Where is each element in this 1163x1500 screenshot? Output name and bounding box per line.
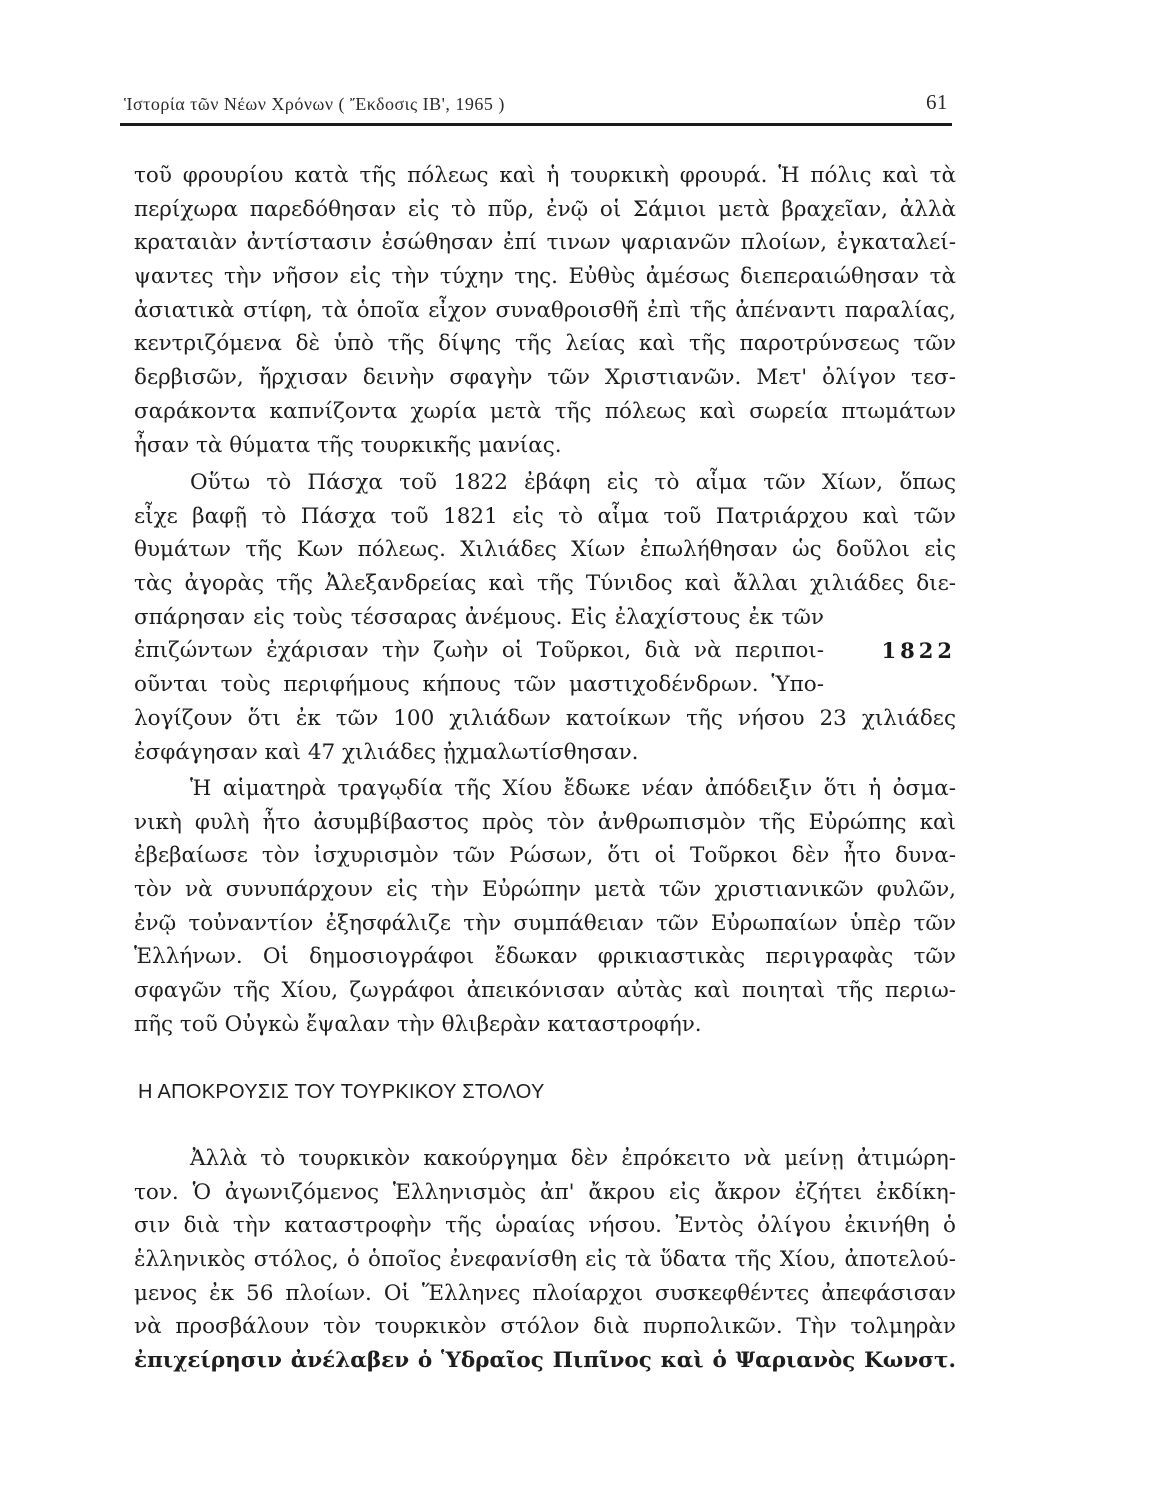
text-line: κραταιὰν ἀντίστασιν ἐσώθησαν ἐπί τινων ψαριανῶν πλοίων, ἐγκαταλεί-: [134, 230, 956, 256]
text-line: λογίζουν ὅτι ἐκ τῶν 100 χιλιάδων κατοίκων τῆς νήσου 23 χιλιάδες: [134, 705, 956, 731]
text-line: ἐνῷ τοὐναντίον ἐξησφάλιζε τὴν συμπάθειαν τῶν Εὐρωπαίων ὑπὲρ τῶν: [134, 910, 956, 936]
text-line-final: [134, 1344, 956, 1378]
text-line: νικὴ φυλὴ ἦτο ἀσυμβίβαστος πρὸς τὸν ἀνθρωπισμὸν τῆς Εὐρώπης καὶ: [134, 809, 956, 835]
text-line: εἶχε βαφῇ τὸ Πάσχα τοῦ 1821 εἰς τὸ αἷμα τοῦ Πατριάρχου καὶ τῶν: [134, 503, 956, 529]
text-line: ἑλληνικὸς στόλος, ὁ ὁποῖος ἐνεφανίσθη εἰς τὰ ὕδατα τῆς Χίου, ἀποτελού-: [134, 1247, 956, 1273]
text-line: μενος ἐκ 56 πλοίων. Οἱ Ἕλληνες πλοίαρχοι συσκεφθέντες ἀπεφάσισαν: [134, 1280, 956, 1306]
text-line: τον. Ὁ ἀγωνιζόμενος Ἑλληνισμὸς ἀπ' ἄκρου εἰς ἄκρον ἐζήτει ἐκδίκη-: [134, 1179, 956, 1205]
running-title: Ἱστορία τῶν Νέων Χρόνων ( Ἔκδοσις ΙΒ', 1965 ): [124, 94, 505, 114]
text-line: τὰς ἀγορὰς τῆς Ἀλεξανδρείας καὶ τῆς Τύνιδος καὶ ἄλλαι χιλιάδες διε-: [134, 571, 956, 597]
text-line: ἐβεβαίωσε τὸν ἰσχυρισμὸν τῶν Ρώσων, ὅτι οἱ Τοῦρκοι δὲν ἦτο δυνα-: [134, 843, 956, 869]
section-heading: Η ΑΠΟΚΡΟΥΣΙΣ ΤΟΥ ΤΟΥΡΚΙΚΟΥ ΣΤΟΛΟΥ: [138, 1081, 545, 1103]
text-line: τὸν νὰ συνυπάρχουν εἰς τὴν Εὐρώπην μετὰ τῶν χριστιανικῶν φυλῶν,: [134, 877, 956, 903]
text-line: σπάρησαν εἰς τοὺς τέσσαρας ἀνέμους. Εἰς ἐλαχίστους ἐκ τῶν: [134, 604, 824, 630]
person-name-konst: Κωνστ.: [864, 1348, 956, 1374]
text-line: Οὕτω τὸ Πάσχα τοῦ 1822 ἐβάφη εἰς τὸ αἷμα τῶν Χίων, ὅπως: [190, 470, 956, 495]
paragraph-3: [134, 772, 956, 1042]
text-line: ἐπιζώντων ἐχάρισαν τὴν ζωὴν οἱ Τοῦρκοι, διὰ νὰ περιποι-: [134, 638, 824, 664]
text-line: οῦνται τοὺς περιφήμους κήπους τῶν μαστιχοδένδρων. Ὑπο-: [134, 672, 824, 698]
text-line: Ἀλλὰ τὸ τουρκικὸν κακούργημα δὲν ἐπρόκειτο νὰ μείνῃ ἀτιμώρη-: [190, 1146, 956, 1171]
text-line: ἐσφάγησαν καὶ 47 χιλιάδες ᾐχμαλωτίσθησαν.: [134, 739, 639, 765]
text-line: πῆς τοῦ Οὐγκὼ ἔψαλαν τὴν θλιβερὰν καταστροφήν.: [134, 1011, 702, 1037]
text-segment: ἐπιχείρησιν ἀνέλαβεν ὁ Ὑδραῖος: [134, 1348, 553, 1374]
text-line: σαράκοντα καπνίζοντα χωρία μετὰ τῆς πόλεως καὶ σωρεία πτωμάτων: [134, 398, 956, 424]
header-rule: [120, 123, 952, 126]
paragraph-2: [134, 466, 956, 769]
text-line: νὰ προσβάλουν τὸν τουρκικὸν στόλον διὰ πυρπολικῶν. Τὴν τολμηρὰν: [134, 1314, 956, 1340]
text-line: Ἑλλήνων. Οἱ δημοσιογράφοι ἔδωκαν φρικιαστικὰς περιγραφὰς τῶν: [134, 944, 956, 970]
text-segment: καὶ ὁ Ψαριανὸς: [651, 1348, 865, 1374]
text-line: ἀσιατικὰ στίφη, τὰ ὁποῖα εἶχον συναθροισθῆ ἐπὶ τῆς ἀπέναντι παραλίας,: [134, 297, 956, 323]
page-number: 61: [926, 90, 948, 114]
person-name-pipinos: Πιπῖνος: [552, 1348, 652, 1374]
text-line: ψαντες τὴν νῆσον εἰς τὴν τύχην της. Εὐθὺς ἀμέσως διεπεραιώθησαν τὰ: [134, 264, 956, 290]
text-line: τοῦ φρουρίου κατὰ τῆς πόλεως καὶ ἡ τουρκικὴ φρουρά. Ἡ πόλις καὶ τὰ: [134, 163, 956, 188]
text-line: ἦσαν τὰ θύματα τῆς τουρκικῆς μανίας.: [134, 432, 562, 458]
margin-year: 1822: [881, 638, 956, 663]
text-line: κεντριζόμενα δὲ ὑπὸ τῆς δίψης τῆς λείας καὶ τῆς παροτρύνσεως τῶν: [134, 331, 956, 357]
running-head: [124, 90, 950, 118]
text-line: δερβισῶν, ἤρχισαν δεινὴν σφαγὴν τῶν Χριστιανῶν. Μετ' ὀλίγον τεσ-: [134, 365, 956, 391]
paragraph-1: [134, 159, 956, 462]
paragraph-4: [134, 1142, 956, 1378]
text-line: σφαγῶν τῆς Χίου, ζωγράφοι ἀπεικόνισαν αὐτὰς καὶ ποιηταὶ τῆς περιω-: [134, 978, 956, 1004]
text-line: θυμάτων τῆς Κων πόλεως. Χιλιάδες Χίων ἐπωλήθησαν ὡς δοῦλοι εἰς: [134, 537, 956, 563]
text-line: περίχωρα παρεδόθησαν εἰς τὸ πῦρ, ἐνῷ οἱ Σάμιοι μετὰ βραχεῖαν, ἀλλὰ: [134, 196, 956, 222]
text-line: σιν διὰ τὴν καταστροφὴν τῆς ὡραίας νήσου. Ἐντὸς ὀλίγου ἐκινήθη ὁ: [134, 1213, 956, 1239]
text-line: Ἡ αἱματηρὰ τραγῳδία τῆς Χίου ἔδωκε νέαν ἀπόδειξιν ὅτι ἡ ὀσμα-: [190, 776, 956, 801]
